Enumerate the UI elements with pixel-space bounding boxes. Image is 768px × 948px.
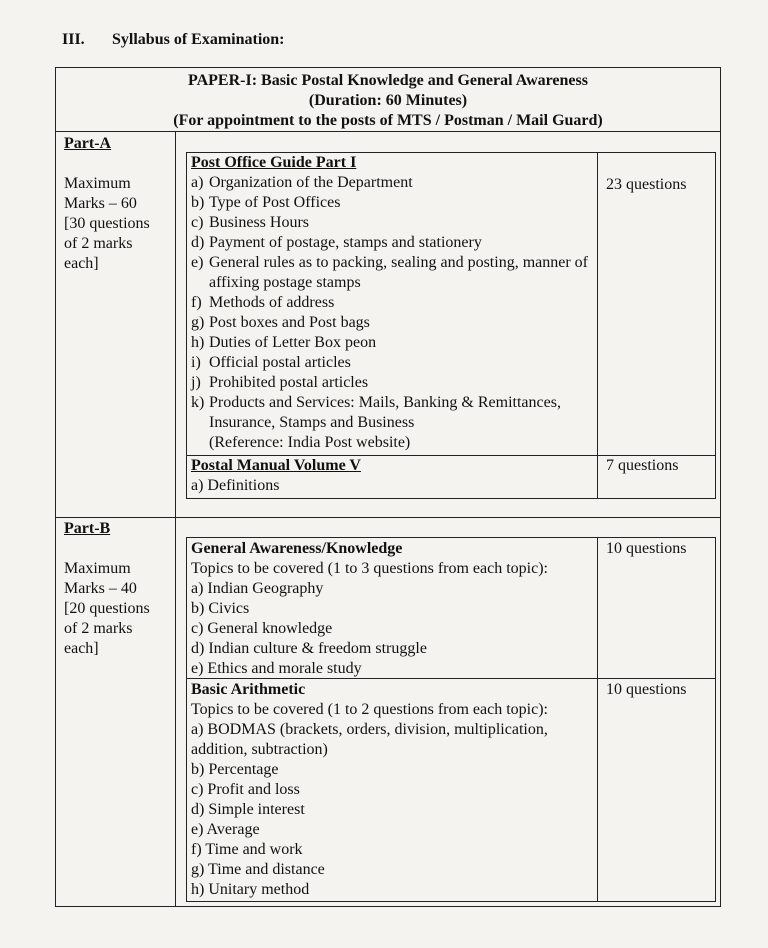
list-item: j) Prohibited postal articles [191, 374, 369, 391]
general-awareness-intro: Topics to be covered (1 to 3 questions from each topic): [191, 560, 548, 577]
list-item: b) Percentage [191, 761, 279, 778]
list-item: c) Profit and loss [191, 781, 300, 798]
column-divider [175, 131, 176, 906]
list-item: f) Time and work [191, 841, 303, 858]
post-office-guide-reference: (Reference: India Post website) [209, 434, 411, 451]
postal-manual-box [186, 455, 716, 499]
marks-line: Maximum [64, 175, 131, 192]
list-item: a) Organization of the Department [191, 174, 413, 191]
questions-count: 23 questions [606, 176, 687, 193]
list-item: h) Duties of Letter Box peon [191, 334, 377, 351]
paper-header [56, 68, 720, 131]
list-item: d) Payment of postage, stamps and stationery [191, 234, 482, 251]
section-heading [62, 30, 284, 50]
post-office-guide-title: Post Office Guide Part I [191, 154, 357, 171]
list-item: e) Average [191, 821, 260, 838]
syllabus-table [55, 67, 721, 907]
list-item: i) Official postal articles [191, 354, 351, 371]
list-item: k) Products and Services: Mails, Banking & Remittances, Insurance, Stamps and Business [191, 394, 561, 431]
list-item: c) General knowledge [191, 620, 333, 637]
part-a-label: Part-A [64, 135, 112, 152]
post-office-guide-topics [187, 153, 597, 455]
general-awareness-questions [597, 538, 715, 678]
list-item: e) Ethics and morale study [191, 660, 362, 677]
marks-line: Maximum [64, 560, 131, 577]
marks-line: Marks – 60 [64, 195, 137, 212]
marks-line: of 2 marks [64, 620, 133, 637]
post-office-guide-list [191, 173, 593, 433]
list-item: e) General rules as to packing, sealing and posting, manner of affixing postage stamps [191, 254, 588, 291]
list-item: g) Post boxes and Post bags [191, 314, 370, 331]
list-item: a) BODMAS (brackets, orders, division, multiplication, addition, subtraction) [191, 721, 548, 758]
basic-arithmetic-intro: Topics to be covered (1 to 2 questions from each topic): [191, 701, 548, 718]
list-item: a) Indian Geography [191, 580, 324, 597]
part-b-label: Part-B [64, 520, 111, 537]
section-number: III. [62, 31, 85, 48]
section-title: Syllabus of Examination: [112, 31, 285, 48]
postal-manual-title: Postal Manual Volume V [191, 457, 361, 474]
list-item: h) Unitary method [191, 881, 310, 898]
part-b-marks [64, 559, 174, 659]
part-a-marks [64, 174, 174, 274]
list-item: a) Definitions [191, 477, 280, 494]
general-awareness-topics [187, 538, 597, 678]
general-awareness-box [186, 537, 716, 679]
marks-line: Marks – 40 [64, 580, 137, 597]
marks-line: each] [64, 255, 99, 272]
list-item: f) Methods of address [191, 294, 335, 311]
marks-line: each] [64, 640, 99, 657]
list-item: b) Civics [191, 600, 250, 617]
post-office-guide-questions [597, 153, 715, 455]
basic-arithmetic-title: Basic Arithmetic [191, 681, 306, 698]
paper-appointment: (For appointment to the posts of MTS / Postman / Mail Guard) [173, 112, 603, 129]
general-awareness-title: General Awareness/Knowledge [191, 540, 403, 557]
list-item: d) Indian culture & freedom struggle [191, 640, 427, 657]
basic-arithmetic-questions [597, 679, 715, 901]
marks-line: [30 questions [64, 215, 150, 232]
questions-count: 7 questions [606, 457, 679, 474]
questions-count: 10 questions [606, 681, 687, 698]
marks-line: of 2 marks [64, 235, 133, 252]
list-item: b) Type of Post Offices [191, 194, 341, 211]
postal-manual-topics [187, 456, 597, 498]
basic-arithmetic-topics [187, 679, 597, 901]
list-item: d) Simple interest [191, 801, 305, 818]
list-item: g) Time and distance [191, 861, 325, 878]
paper-duration: (Duration: 60 Minutes) [308, 92, 468, 109]
basic-arithmetic-box [186, 678, 716, 902]
list-item: c) Business Hours [191, 214, 310, 231]
post-office-guide-box [186, 152, 716, 456]
postal-manual-questions [597, 456, 715, 498]
questions-count: 10 questions [606, 540, 687, 557]
paper-title: PAPER-I: Basic Postal Knowledge and General Awareness [188, 72, 588, 89]
divider-header [56, 131, 720, 132]
divider-parts [56, 517, 720, 518]
marks-line: [20 questions [64, 600, 150, 617]
